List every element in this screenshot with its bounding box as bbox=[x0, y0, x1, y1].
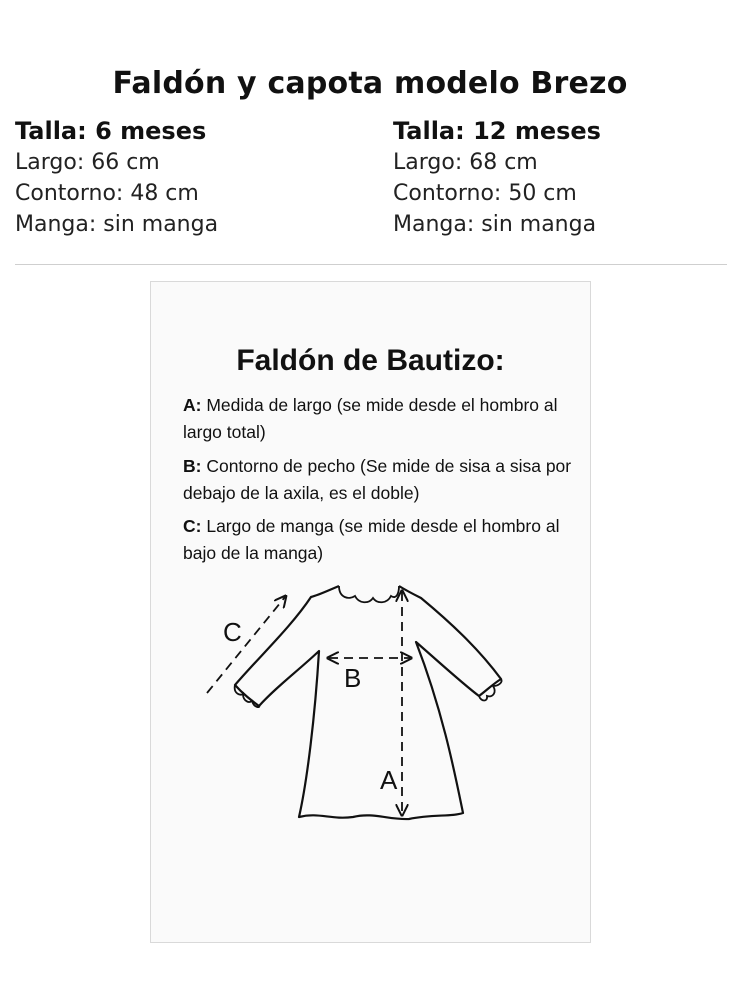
size-heading: Talla: 12 meses bbox=[393, 117, 601, 145]
guide-item-text: Largo de manga (se mide desde el hombro al bajo de la manga) bbox=[183, 516, 560, 563]
size-12-months bbox=[393, 116, 601, 240]
label-c: C bbox=[223, 617, 242, 647]
size-heading: Talla: 6 meses bbox=[15, 117, 207, 145]
dress-diagram bbox=[151, 282, 592, 944]
label-b: B bbox=[344, 663, 362, 693]
size-chest: Contorno: 50 cm bbox=[393, 181, 577, 206]
guide-item-text: Contorno de pecho (Se mide de sisa a sisa por debajo de la axila, es el doble) bbox=[183, 456, 572, 503]
guide-item-key: C: bbox=[183, 516, 202, 536]
size-chest: Contorno: 48 cm bbox=[15, 181, 199, 206]
size-sleeve: Manga: sin manga bbox=[393, 212, 597, 237]
guide-item-text: Medida de largo (se mide desde el hombro al largo total) bbox=[183, 395, 558, 442]
size-length: Largo: 68 cm bbox=[393, 150, 538, 175]
label-a: A bbox=[380, 765, 398, 795]
size-length: Largo: 66 cm bbox=[15, 150, 160, 175]
size-6-months bbox=[15, 116, 218, 240]
guide-title: Faldón de Bautizo: bbox=[236, 344, 505, 377]
page-title: Faldón y capota modelo Brezo bbox=[112, 66, 628, 101]
dress-outline bbox=[235, 586, 501, 819]
guide-item-key: A: bbox=[183, 395, 202, 415]
size-sleeve: Manga: sin manga bbox=[15, 212, 219, 237]
guide-item-key: B: bbox=[183, 456, 202, 476]
collar-scallops bbox=[339, 586, 399, 602]
divider bbox=[15, 264, 727, 265]
measurement-guide-card bbox=[150, 281, 591, 943]
arrow-sleeve bbox=[207, 597, 285, 693]
